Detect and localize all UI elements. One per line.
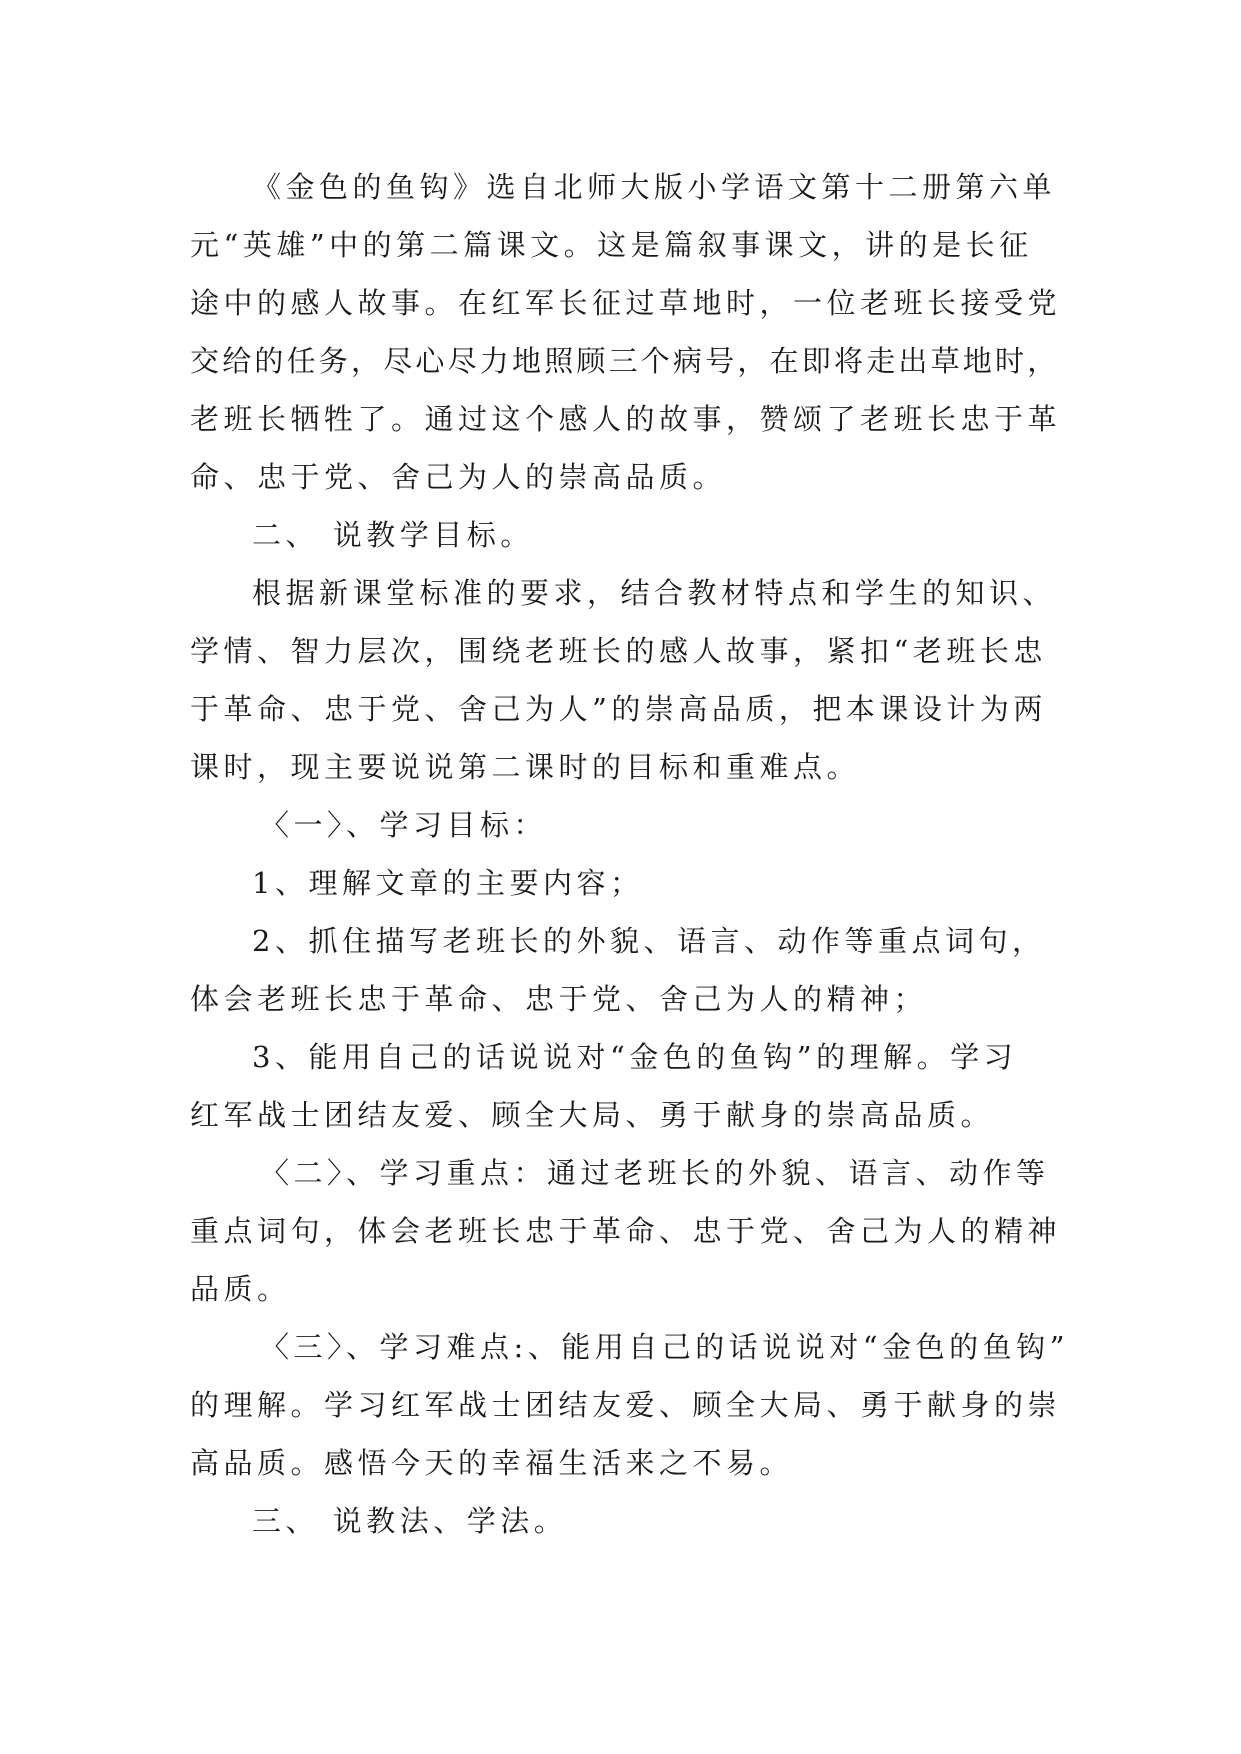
paragraph-line: 于革命、忠于党、舍己为人”的崇高品质，把本课设计为两 [190,692,1047,726]
list-item: 3、能用自己的话说说对“金色的鱼钩”的理解。学习 [252,1040,1018,1074]
paragraph-line: 根据新课堂标准的要求，结合教材特点和学生的知识、 [252,576,1057,610]
subsection-heading: 〈一〉、学习目标： [260,808,548,842]
paragraph-line: 重点词句，体会老班长忠于革命、忠于党、舍己为人的精神 [190,1214,1062,1248]
document-body [190,158,1069,1550]
paragraph-line: 学情、智力层次，围绕老班长的感人故事，紧扣“老班长忠 [190,634,1047,668]
paragraph-line: 老班长牺牲了。通过这个感人的故事，赞颂了老班长忠于革 [190,402,1062,436]
paragraph-line: 高品质。感悟今天的幸福生活来之不易。 [190,1446,794,1480]
paragraph-line: 课时，现主要说说第二课时的目标和重难点。 [190,750,861,784]
list-item-continuation: 体会老班长忠于革命、忠于党、舍己为人的精神； [190,982,928,1016]
list-item-continuation: 红军战士团结友爱、顾全大局、勇于献身的崇高品质。 [190,1098,995,1132]
list-item: 1、理解文章的主要内容； [252,866,644,900]
list-item: 2、抓住描写老班长的外貌、语言、动作等重点词句， [252,924,1046,958]
paragraph-line: 元“英雄”中的第二篇课文。这是篇叙事课文，讲的是长征 [190,228,1033,262]
paragraph-line: 的理解。学习红军战士团结友爱、顾全大局、勇于献身的崇 [190,1388,1062,1422]
subsection-heading: 〈二〉、学习重点：通过老班长的外貌、语言、动作等 [260,1156,1050,1190]
subsection-heading: 〈三〉、学习难点:、能用自己的话说说对“金色的鱼钩” [260,1330,1069,1364]
paragraph-line: 交给的任务，尽心尽力地照顾三个病号，在即将走出草地时， [190,344,1060,378]
section-heading: 二、 说教学目标。 [252,518,534,552]
paragraph-line: 《金色的鱼钩》选自北师大版小学语文第十二册第六单 [252,170,1057,204]
section-heading: 三、 说教法、学法。 [252,1504,568,1538]
paragraph-line: 品质。 [190,1272,291,1306]
paragraph-line: 命、忠于党、舍己为人的崇高品质。 [190,460,727,494]
paragraph-line: 途中的感人故事。在红军长征过草地时，一位老班长接受党 [190,286,1062,320]
